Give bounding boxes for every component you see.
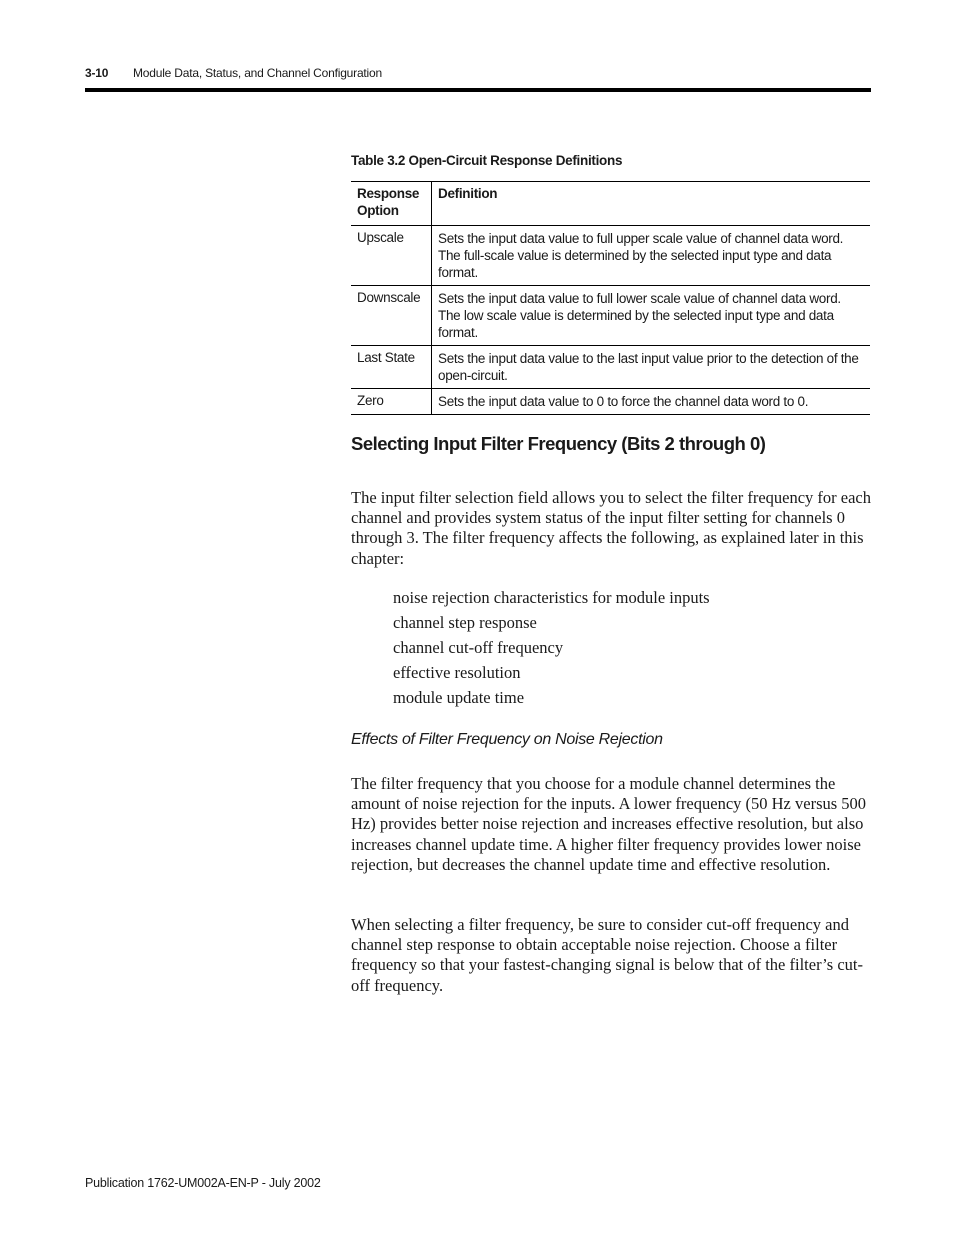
list-item: channel cut-off frequency [393,638,564,657]
selection-advice-paragraph: When selecting a filter frequency, be sure to consider cut-off frequency and channel step response to obtain acceptable noise rejection. Choose a filter frequency so that your fastest-changing signal is below that of the filter’s cut-off frequency. [351,915,863,995]
table-row [351,286,870,346]
chapter-title: Module Data, Status, and Channel Configuration [133,66,382,80]
table-row [351,346,870,389]
list-item: effective resolution [393,663,521,682]
subheading: Effects of Filter Frequency on Noise Rejection [351,731,663,748]
intro-paragraph: The input filter selection field allows you to select the filter frequency for each channel and provides system status of the input filter setting for channels 0 through 3. The filter frequency affects the following, as explained later in this chapter: [351,488,872,568]
open-circuit-table [351,181,870,415]
page-header [85,66,382,80]
header-rule [85,88,871,92]
cell-definition: Sets the input data value to 0 to force the channel data word to 0. [432,389,871,415]
table-row [351,226,870,286]
cell-option: Downscale [351,286,432,346]
noise-rejection-paragraph: The filter frequency that you choose for a module channel determines the amount of noise rejection for the inputs. A lower frequency (50 Hz versus 500 Hz) provides better noise rejection and increases effective resolution, but also increases channel update time. A higher filter frequency provides lower noise rejection, but decreases the channel update time and effective resolution. [351,774,867,874]
list-item: noise rejection characteristics for module inputs [393,588,710,607]
cell-definition: Sets the input data value to full upper scale value of channel data word. The full-scale value is determined by the selected input type and data format. [432,226,871,286]
publication-footer: Publication 1762-UM002A-EN-P - July 2002 [85,1176,321,1190]
table-header-row [351,182,870,226]
section-title: Selecting Input Filter Frequency (Bits 2 through 0) [351,433,766,454]
cell-option: Last State [351,346,432,389]
list-item: module update time [393,688,525,707]
affected-items-list [393,588,710,713]
column-header-response-option: Response Option [351,182,432,226]
cell-definition: Sets the input data value to the last input value prior to the detection of the open-circuit. [432,346,871,389]
column-header-definition: Definition [432,182,871,226]
page-number: 3-10 [85,66,109,80]
table-row [351,389,870,415]
list-item: channel step response [393,613,537,632]
cell-option: Upscale [351,226,432,286]
cell-option: Zero [351,389,432,415]
cell-definition: Sets the input data value to full lower scale value of channel data word. The low scale value is determined by the selected input type and data format. [432,286,871,346]
table-caption: Table 3.2 Open-Circuit Response Definitions [351,153,623,168]
